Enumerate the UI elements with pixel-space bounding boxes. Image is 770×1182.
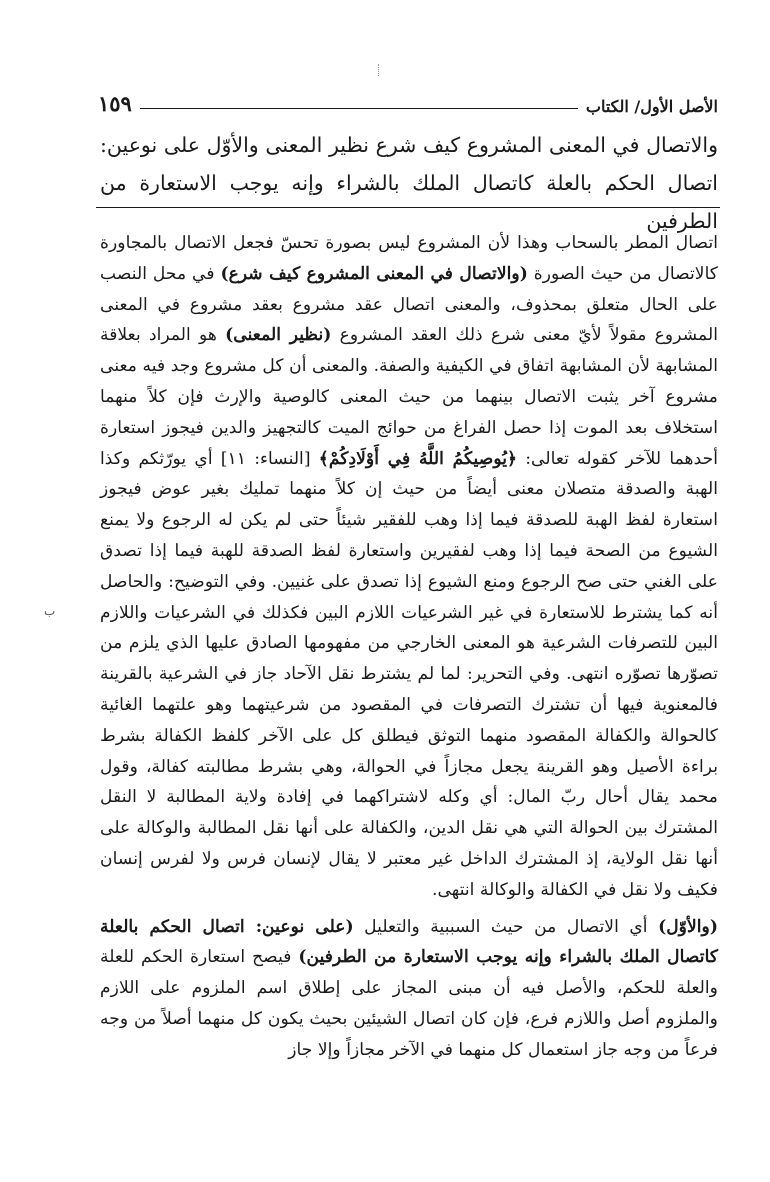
commentary-paragraph-2 bbox=[100, 912, 718, 1066]
quoted-matn: (على نوعين: اتصال الحكم بالعلة كاتصال الملك بالشراء وإنه يوجب الاستعارة من الطرفين) bbox=[100, 916, 718, 968]
marginal-note: ب bbox=[44, 604, 56, 618]
header-rule bbox=[140, 108, 578, 109]
main-text-paragraph: والاتصال في المعنى المشروع كيف شرع نظير المعنى والأوّل على نوعين: اتصال الحكم بالعلة كاتصال الملك بالشراء وإنه يوجب الاستعارة من الطرفين bbox=[100, 133, 718, 233]
quoted-matn: (والاتصال في المعنى المشروع كيف شرع) bbox=[220, 263, 528, 284]
page-header bbox=[98, 88, 718, 116]
commentary-text: فيصح استعارة الحكم للعلة والعلة للحكم، والأصل فيه أن مبنى المجاز على إطلاق اسم الملزوم على اللازم والملزوم أصل واللازم فرع، فإن كان اتصال الشيئين بحيث يكون كل منهما أصلاً من وجه فرعاً من وجه جاز استعمال كل منهما في الآخر مجازاً وإلا جاز bbox=[100, 947, 718, 1060]
commentary-paragraph-1 bbox=[100, 228, 718, 906]
commentary-text: أي الاتصال من حيث السببية والتعليل bbox=[353, 916, 659, 937]
scan-mark bbox=[378, 64, 382, 76]
commentary-text: [النساء: ١١] أي يورّثكم وكذا الهبة والصدقة متصلان معنى أيضاً من حيث إن كلاً منهما تمليك بغير عوض فيجوز استعارة لفظ الهبة للصدقة فيما إذا وهب للفقير شيئاً حتى لم يكن له الرجوع ولا يمنع الشيوع من الصحة فيما إذا وهب لفقيرين واستعارة لفظ الصدقة للهبة فيما إذا تصدق على الغني حتى صح الرجوع ومنع الشيوع إذا تصدق على غنيين. وفي التوضيح: والحاصل أنه كما يشترط للاستعارة في غير الشرعيات اللازم البين فكذلك في الشرعيات واللازم البين للتصرفات الشرعية هو المعنى الخارجي من مفهومها الصادق عليها الذي يلزم من تصوّرها تصوّره انتهى. وفي التحرير: لما لم يشترط نقل الآحاد جاز في الشرعية بالقرينة فالمعنوية فيها أن تشترك التصرفات في المقصود من شرعيتهما وهو علتهما الغائية كالحوالة والكفالة المقصود منهما التوثق فيطلق كل على الآخر كلفظ الكفالة بشرط براءة الأصيل وهو القرينة يجعل مجازاً في الحوالة، وهي بشرط مطالبته كفالة، وقول محمد يقال أحال ربّ المال: أي وكله لاشتراكهما في إفادة ولاية المطالبة لا النقل المشترك بين الحوالة التي هي نقل الدين، والكفالة على أنها نقل المطالبة والوكالة على أنها نقل الولاية، إذ المشترك الداخل غير معتبر لا يقال لإنسان فرس ولا لفرس إنسان فكيف ولا نقل في الكفالة والوكالة انتهى. bbox=[100, 448, 718, 900]
commentary-text: في محل النصب على الحال متعلق بمحذوف، والمعنى اتصال عقد مشروع بعقد مشروع في المعنى المشروع مقولاً لأيّ معنى شرع ذلك العقد المشروع bbox=[100, 263, 718, 346]
quran-verse: ﴿يُوصِيكُمُ اللَّهُ فِي أَوْلَادِكُمْ﴾ bbox=[318, 448, 518, 469]
commentary bbox=[100, 228, 718, 1066]
main-text bbox=[100, 126, 718, 240]
quoted-matn: (والأوّل) bbox=[658, 916, 718, 937]
commentary-text: هو المراد بعلاقة المشابهة لأن المشابهة اتفاق في الكيفية والصفة. والمعنى أن كل مشروع وجد فيه معنى مشروع آخر يثبت الاتصال بينهما من حيث المعنى كالوصية والإرث فإن كلاً منهما استخلاف بعد الموت إذا حصل الفراغ من حوائج الميت كالتجهيز والدين فيجوز استعارة أحدهما للآخر كقوله تعالى: bbox=[100, 325, 719, 469]
page-number: ١٥٩ bbox=[98, 91, 132, 116]
text-separator bbox=[96, 207, 720, 208]
quoted-matn: (نظير المعنى) bbox=[225, 325, 332, 346]
commentary-text: اتصال المطر بالسحاب وهذا لأن المشروع ليس بصورة تحسّ فجعل الاتصال بالمجاورة كالاتصال من حيث الصورة bbox=[100, 233, 719, 284]
running-title: الأصل الأول/ الكتاب bbox=[585, 97, 718, 116]
